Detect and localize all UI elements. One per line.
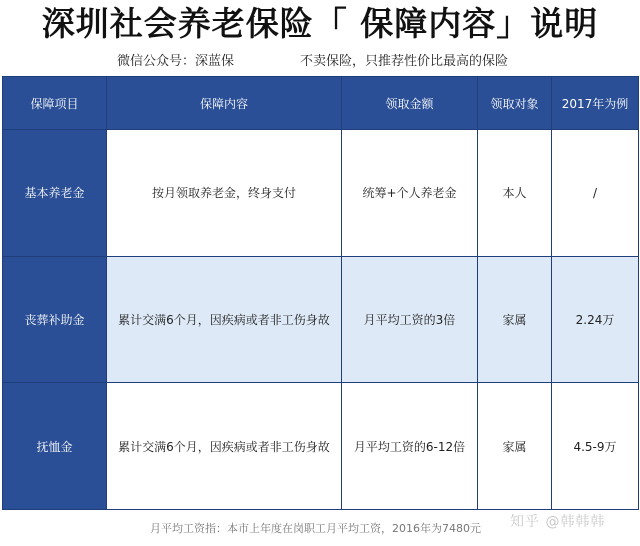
cell-example: / bbox=[552, 130, 639, 257]
header-amount: 领取金额 bbox=[342, 77, 478, 130]
footnote: 月平均工资指：本市上年度在岗职工月平均工资，2016年为7480元 bbox=[150, 522, 481, 535]
table-header-row bbox=[3, 77, 639, 130]
cell-content: 按月领取养老金，终身支付 bbox=[107, 130, 342, 257]
subtitle-account: 微信公众号：深蓝保 bbox=[117, 54, 235, 69]
row-label: 基本养老金 bbox=[3, 130, 107, 257]
watermark: 知乎 @韩韩韩 bbox=[510, 514, 606, 530]
table-row bbox=[3, 130, 639, 257]
cell-amount: 月平均工资的3倍 bbox=[342, 256, 478, 383]
row-label: 抚恤金 bbox=[3, 383, 107, 510]
row-label: 丧葬补助金 bbox=[3, 256, 107, 383]
cell-amount: 统筹+个人养老金 bbox=[342, 130, 478, 257]
header-recipient: 领取对象 bbox=[478, 77, 552, 130]
cell-content: 累计交满6个月，因疾病或者非工伤身故 bbox=[107, 256, 342, 383]
page-title: 深圳社会养老保险「 保障内容」说明 bbox=[41, 4, 599, 43]
cell-example: 4.5-9万 bbox=[552, 383, 639, 510]
cell-content: 累计交满6个月，因疾病或者非工伤身故 bbox=[107, 383, 342, 510]
header-example: 2017年为例 bbox=[552, 77, 639, 130]
cell-recipient: 家属 bbox=[478, 383, 552, 510]
table-row bbox=[3, 383, 639, 510]
cell-amount: 月平均工资的6-12倍 bbox=[342, 383, 478, 510]
header-content: 保障内容 bbox=[107, 77, 342, 130]
table-row bbox=[3, 256, 639, 383]
cell-example: 2.24万 bbox=[552, 256, 639, 383]
coverage-table bbox=[2, 76, 639, 510]
cell-recipient: 家属 bbox=[478, 256, 552, 383]
cell-recipient: 本人 bbox=[478, 130, 552, 257]
subtitle-slogan: 不卖保险，只推荐性价比最高的保险 bbox=[300, 54, 509, 69]
header-item: 保障项目 bbox=[3, 77, 107, 130]
